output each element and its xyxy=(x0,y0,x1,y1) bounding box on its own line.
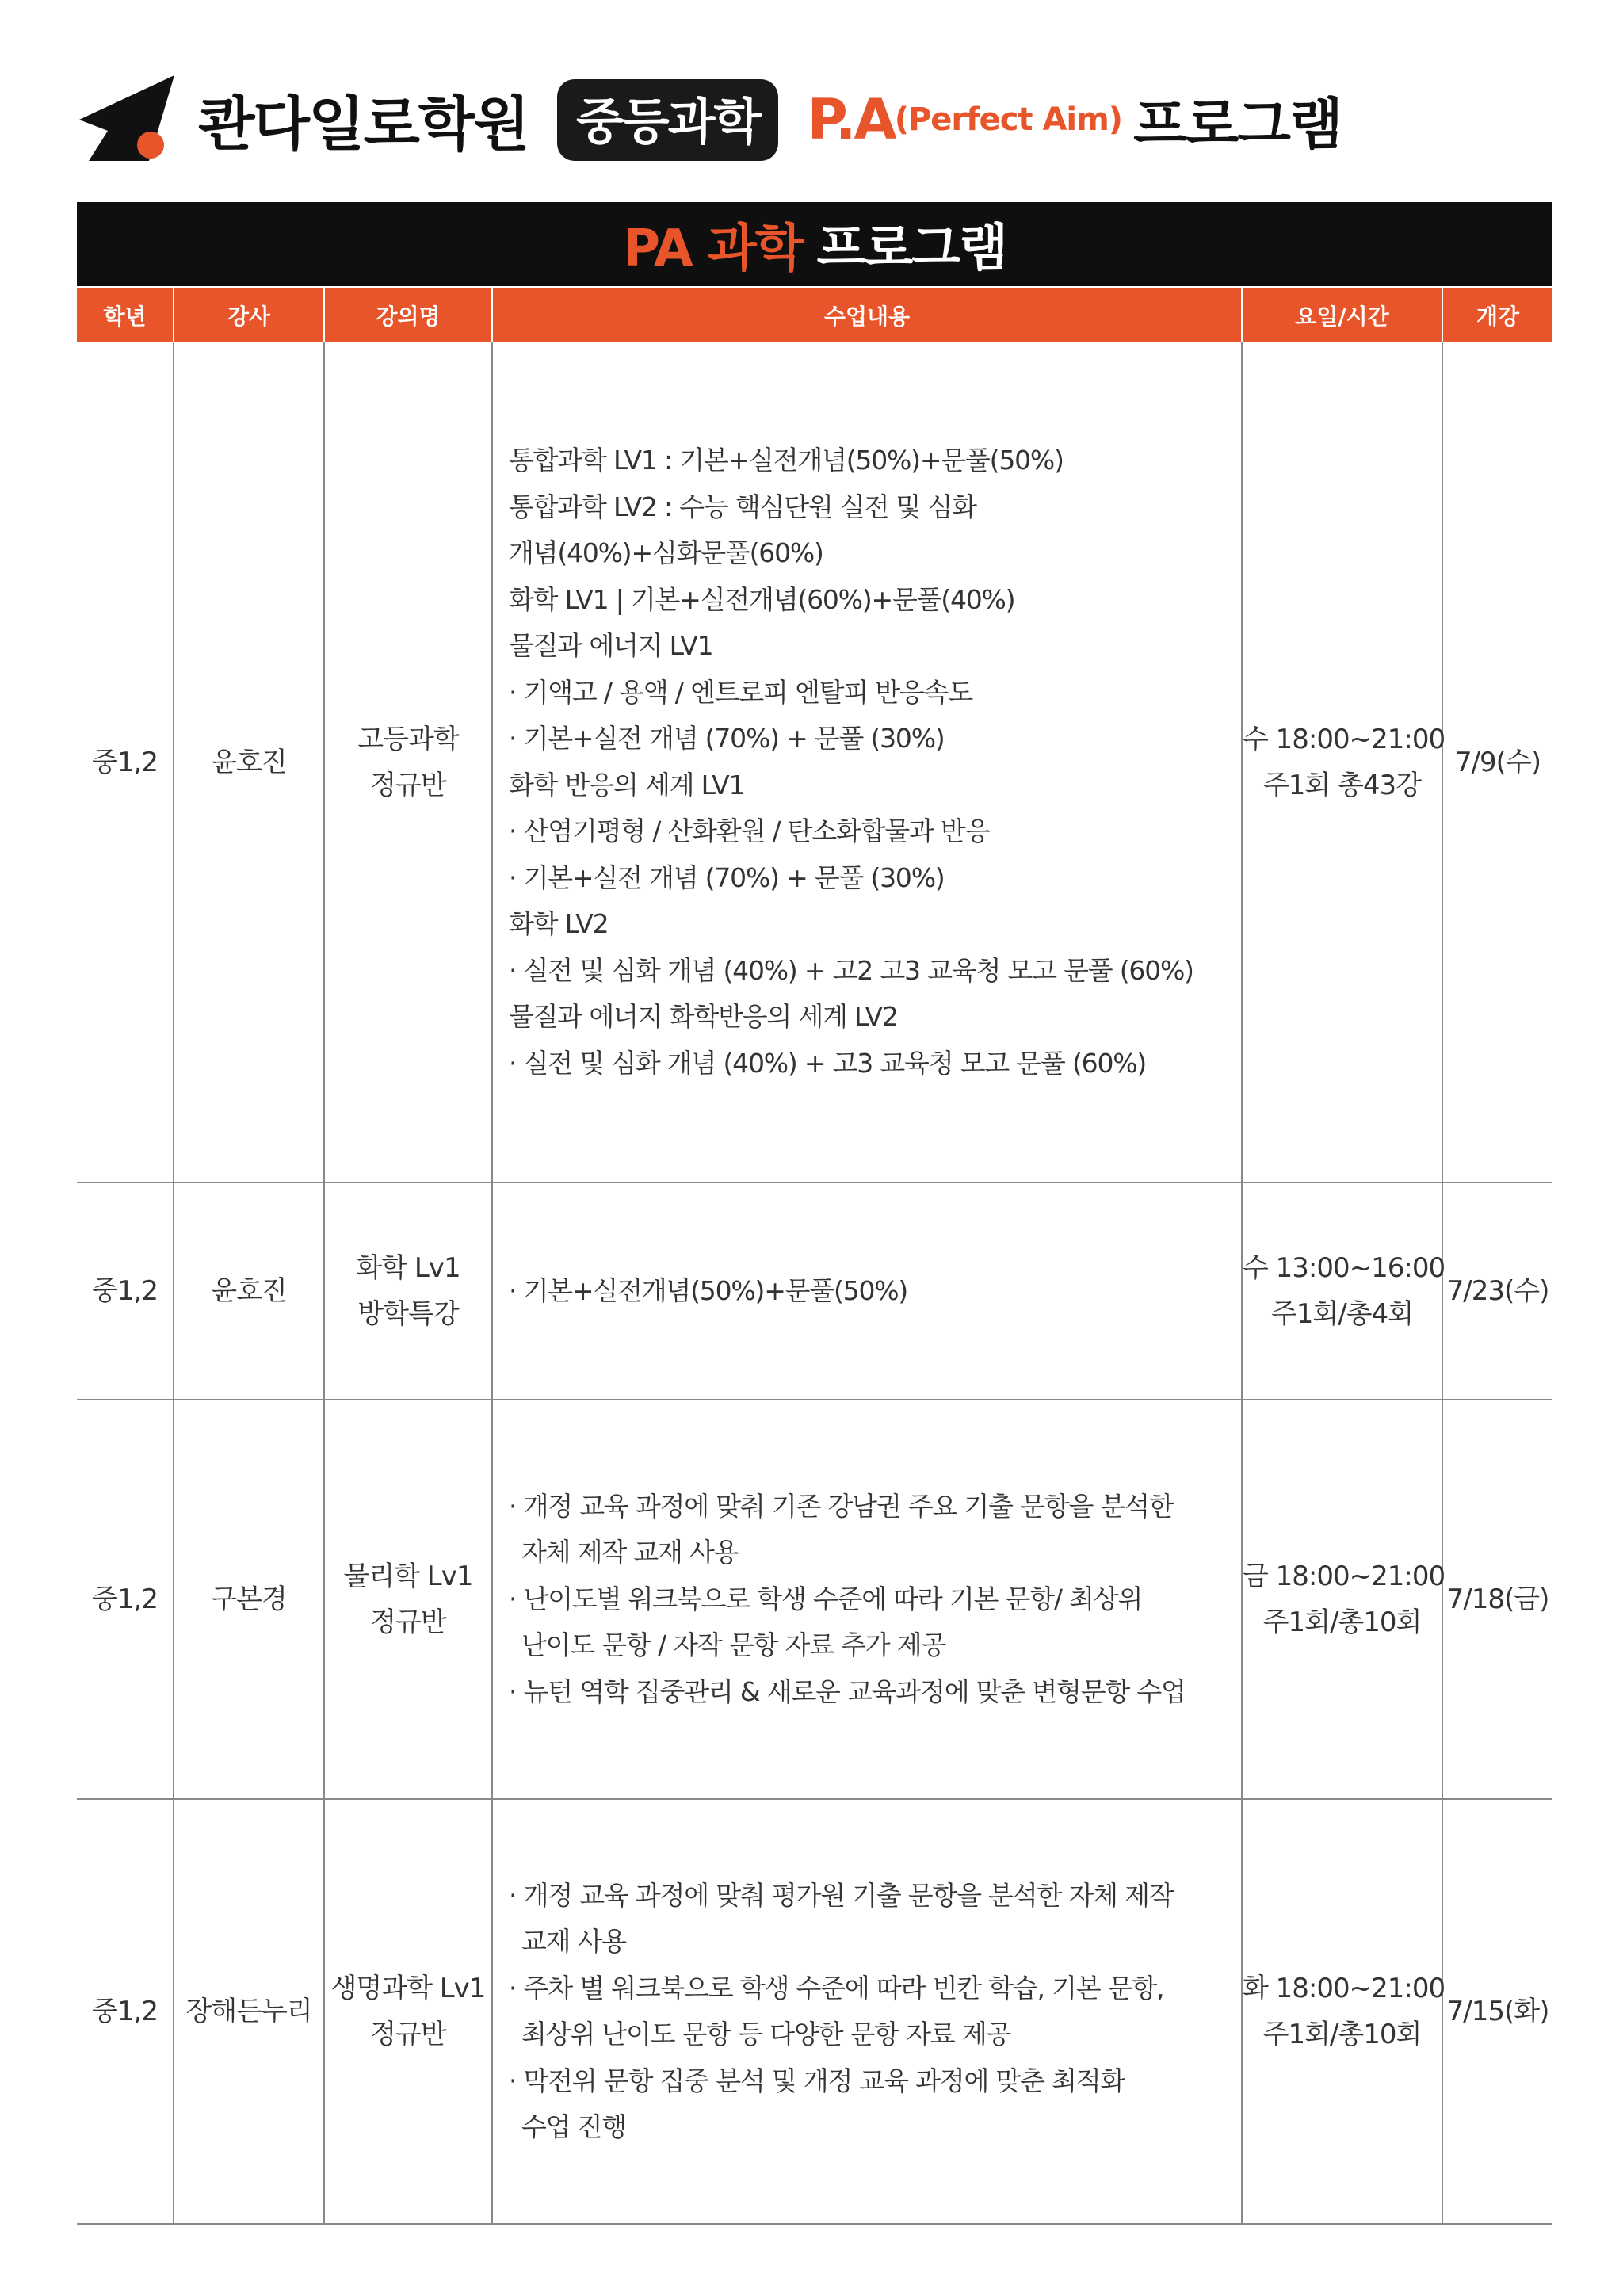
content-line: 통합과학 LV1 : 기본+실전개념(50%)+문풀(50%) xyxy=(509,445,1064,476)
content-line: · 기본+실전 개념 (70%) + 문풀 (30%) xyxy=(509,861,945,893)
table-header-row xyxy=(77,288,1552,342)
content-line: · 기본+실전개념(50%)+문풀(50%) xyxy=(509,1274,908,1306)
content-line: 개념(40%)+심화문풀(60%) xyxy=(509,537,823,568)
teacher-cell: 윤호진 xyxy=(174,342,324,1182)
course-cell xyxy=(324,1182,492,1400)
subject-tag: 중등과학 xyxy=(557,79,779,161)
content-cell xyxy=(492,1182,1242,1400)
content-cell xyxy=(492,342,1242,1182)
teacher-cell: 장해든누리 xyxy=(174,1799,324,2224)
course-name: 고등과학 xyxy=(357,723,459,755)
header-schedule: 요일/시간 xyxy=(1242,288,1442,342)
header-teacher: 강사 xyxy=(174,288,324,342)
content-line: 물질과 에너지 LV1 xyxy=(509,630,713,661)
content-line: 화학 반응의 세계 LV1 xyxy=(509,769,745,800)
content-line: 난이도 문항 / 자작 문항 자료 추가 제공 xyxy=(521,1629,946,1661)
schedule-time: 화 18:00~21:00 xyxy=(1243,1973,1445,2004)
schedule-count: 주1회 총43강 xyxy=(1262,769,1422,801)
start-date-cell: 7/9(수) xyxy=(1442,342,1552,1182)
schedule-time: 수 18:00~21:00 xyxy=(1243,723,1445,755)
schedule-count: 주1회/총10회 xyxy=(1262,1606,1422,1638)
header-grade: 학년 xyxy=(77,288,174,342)
content-cell xyxy=(492,1799,1242,2224)
grade-cell: 중1,2 xyxy=(77,1799,174,2224)
content-line: 화학 LV2 xyxy=(509,908,609,939)
schedule-count: 주1회/총4회 xyxy=(1270,1298,1414,1330)
content-line: · 산염기평형 / 산화환원 / 탄소화합물과 반응 xyxy=(509,816,990,846)
schedule-cell xyxy=(1242,1400,1445,1799)
schedule-time: 수 13:00~16:00 xyxy=(1243,1252,1445,1284)
content-cell xyxy=(492,1400,1242,1799)
grade-cell: 중1,2 xyxy=(77,1182,174,1400)
grade-cell: 중1,2 xyxy=(77,342,174,1182)
content-line: · 막전위 문항 집중 분석 및 개정 교육 과정에 맞춘 최적화 xyxy=(509,2065,1125,2096)
content-line: 자체 제작 교재 사용 xyxy=(521,1537,739,1568)
course-name: 생명과학 Lv1 xyxy=(330,1973,486,2004)
content-line: 화학 LV1 | 기본+실전개념(60%)+문풀(40%) xyxy=(509,583,1015,615)
course-type: 정규반 xyxy=(370,2019,446,2050)
academy-logo-icon xyxy=(76,75,181,164)
schedule-count: 주1회/총10회 xyxy=(1262,2019,1422,2050)
schedule-cell xyxy=(1242,1182,1445,1400)
start-date-cell: 7/18(금) xyxy=(1442,1400,1552,1799)
header-start: 개강 xyxy=(1442,288,1552,342)
course-cell xyxy=(324,1799,492,2224)
content-line: · 기액고 / 용액 / 엔트로피 엔탈피 반응속도 xyxy=(509,676,973,708)
schedule-cell xyxy=(1242,1799,1445,2224)
schedule-time: 금 18:00~21:00 xyxy=(1243,1561,1445,1592)
banner-highlight: PA 과학 xyxy=(623,220,803,278)
content-line: · 뉴턴 역학 집중관리 & 새로운 교육과정에 맞춘 변형문항 수업 xyxy=(509,1675,1186,1707)
content-line: 물질과 에너지 화학반응의 세계 LV2 xyxy=(509,1001,898,1032)
course-name: 화학 Lv1 xyxy=(356,1252,460,1284)
page-header xyxy=(76,73,1550,166)
content-line: · 주차 별 워크북으로 학생 수준에 따라 빈칸 학습, 기본 문항, xyxy=(509,1972,1164,2004)
content-line: · 기본+실전 개념 (70%) + 문풀 (30%) xyxy=(509,723,945,754)
table-row xyxy=(77,1400,1552,1799)
header-content: 수업내용 xyxy=(492,288,1242,342)
academy-name: 콴다일로학원 xyxy=(198,90,529,159)
course-cell xyxy=(324,342,492,1182)
start-date-cell: 7/23(수) xyxy=(1442,1182,1552,1400)
content-line: · 개정 교육 과정에 맞춰 기존 강남권 주요 기출 문항을 분석한 xyxy=(509,1490,1174,1522)
course-type: 정규반 xyxy=(370,769,446,801)
content-line: 수업 진행 xyxy=(521,2111,627,2142)
content-line: · 실전 및 심화 개념 (40%) + 고2 고3 교육청 모고 문풀 (60%) xyxy=(509,954,1193,986)
teacher-cell: 구본경 xyxy=(174,1400,324,1799)
course-type: 방학특강 xyxy=(357,1298,459,1330)
content-line: · 개정 교육 과정에 맞춰 평가원 기출 문항을 분석한 자체 제작 xyxy=(509,1879,1174,1911)
teacher-cell: 윤호진 xyxy=(174,1182,324,1400)
course-cell xyxy=(324,1400,492,1799)
header-course: 강의명 xyxy=(324,288,492,342)
table-row xyxy=(77,1799,1552,2224)
course-type: 정규반 xyxy=(370,1606,446,1638)
content-line: 통합과학 LV2 : 수능 핵심단원 실전 및 심화 xyxy=(509,491,976,522)
schedule-cell xyxy=(1242,342,1445,1182)
pa-subtitle: (Perfect Aim) xyxy=(894,101,1123,138)
table-row xyxy=(77,342,1552,1182)
content-line: · 실전 및 심화 개념 (40%) + 고3 교육청 모고 문풀 (60%) xyxy=(509,1047,1147,1079)
banner-title: 프로그램 xyxy=(816,220,1006,278)
section-banner xyxy=(77,202,1552,286)
course-name: 물리학 Lv1 xyxy=(343,1561,473,1592)
program-title: 프로그램 xyxy=(1133,91,1342,157)
start-date-cell: 7/15(화) xyxy=(1442,1799,1552,2224)
table-row xyxy=(77,1182,1552,1400)
schedule-table xyxy=(77,288,1552,2225)
content-line: · 난이도별 워크북으로 학생 수준에 따라 기본 문항/ 최상위 xyxy=(509,1583,1143,1614)
content-line: 교재 사용 xyxy=(521,1926,627,1957)
grade-cell: 중1,2 xyxy=(77,1400,174,1799)
content-line: 최상위 난이도 문항 등 다양한 문항 자료 제공 xyxy=(521,2019,1011,2050)
pa-title: P.A xyxy=(807,87,895,152)
